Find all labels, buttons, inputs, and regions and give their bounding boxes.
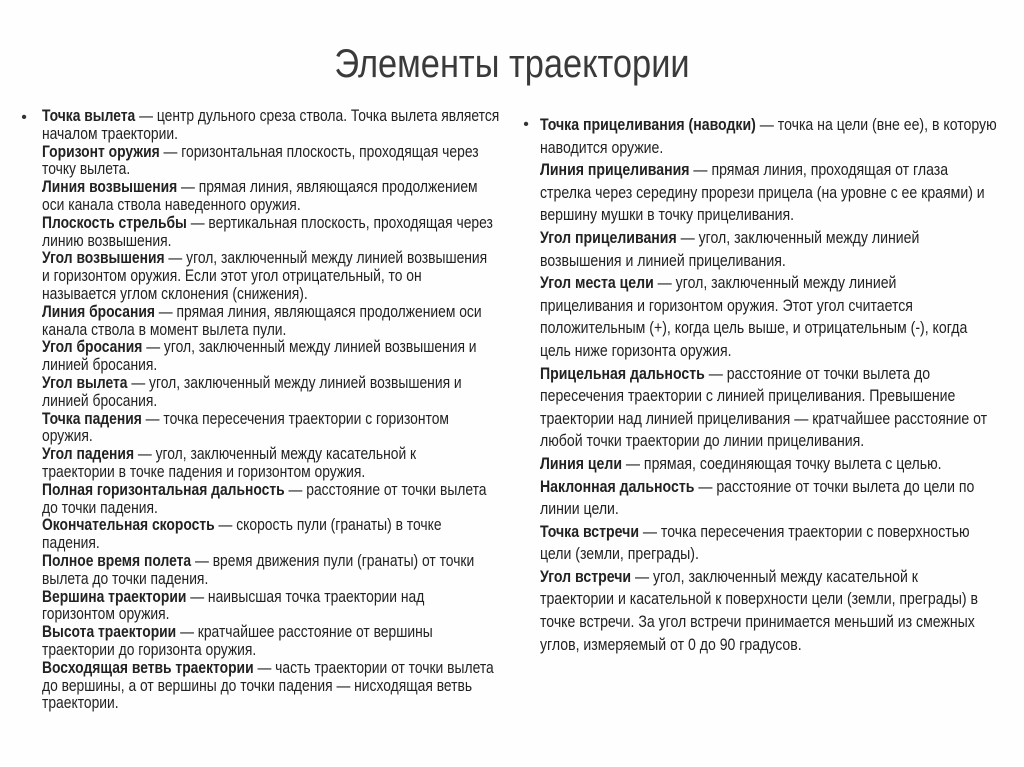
definition-line: точке встречи. За угол встречи принимается меньший из смежных (540, 612, 975, 632)
list-item (18, 250, 533, 303)
list-item (520, 363, 1020, 453)
definition-line: цель ниже горизонта оружия. (540, 340, 732, 360)
definition-line: канала ствола в момент вылета пули. (42, 320, 287, 339)
definition-line: траектории и касательной к поверхности цели (земли, преграды) в (540, 589, 979, 609)
definition-text: — точка пересечения траектории с горизонтом (141, 409, 449, 428)
term: Угол прицеливания (540, 227, 677, 247)
term: Линия цели (540, 453, 623, 473)
list-item (520, 227, 1020, 272)
list-item (18, 411, 533, 447)
definition-line: траектории в точке падения и горизонтом оружия. (42, 462, 366, 481)
list-item (18, 482, 533, 518)
definition-text: — угол, заключенный между линией (676, 227, 920, 247)
definition-line: линией бросания. (42, 391, 158, 410)
list-item (520, 453, 1020, 476)
definition-text: — горизонтальная плоскость, проходящая через (159, 142, 479, 161)
list-item-text (42, 482, 529, 518)
list-item (520, 566, 1020, 656)
definition-line: оси канала ствола наведенного оружия. (42, 195, 301, 214)
term: Угол падения (42, 445, 135, 464)
list-item-text (42, 375, 529, 411)
definition-line: до точки падения. (42, 498, 158, 517)
term: Линия бросания (42, 302, 155, 321)
list-item (520, 272, 1020, 362)
definition-line: точку вылета. (42, 160, 131, 179)
definition-line: траектории. (42, 694, 119, 713)
list-item-text (540, 159, 1024, 227)
term: Угол бросания (42, 338, 143, 357)
list-item-text (42, 517, 529, 553)
definition-text: — кратчайшее расстояние от вершины (176, 623, 433, 642)
term: Точка вылета (42, 107, 136, 125)
term: Угол возвышения (42, 249, 165, 268)
list-item (18, 517, 533, 553)
definition-text: — часть траектории от точки вылета (253, 658, 494, 677)
slide-title: Элементы траектории (334, 42, 690, 86)
definition-text: — расстояние от точки вылета до цели по (694, 476, 975, 496)
term: Прицельная дальность (540, 363, 705, 383)
definition-line: началом траектории. (42, 124, 178, 143)
definition-line: линией бросания. (42, 356, 158, 375)
definition-line: наводится оружие. (540, 137, 664, 157)
definition-text: — точка пересечения траектории с поверхностью (638, 521, 970, 541)
list-item-text (42, 589, 529, 625)
definition-line: углов, измеряемый от 0 до 90 градусов. (540, 634, 802, 654)
term: Линия прицеливания (540, 160, 690, 180)
list-item (18, 339, 533, 375)
definition-line: любой точки траектории до линии прицеливания. (540, 431, 865, 451)
list-item (18, 179, 533, 215)
term: Точка прицеливания (наводки) (540, 115, 756, 134)
list-item-text (540, 453, 1024, 476)
list-item (520, 114, 1020, 159)
list-item-text (42, 215, 529, 251)
definition-text: — угол, заключенный между линией возвышения и (142, 338, 477, 357)
right-definitions-list (520, 114, 1020, 656)
definition-text: — центр дульного среза ствола. Точка вылета является (135, 107, 500, 125)
list-item (18, 304, 533, 340)
definition-text: — время движения пули (гранаты) от точки (191, 551, 475, 570)
definition-text: — скорость пули (гранаты) в точке (214, 516, 442, 535)
list-item (18, 624, 533, 660)
list-item-text (540, 114, 1024, 159)
definition-text: — расстояние от точки вылета (284, 480, 487, 499)
definition-line: цели (земли, преграды). (540, 544, 699, 564)
definition-text: — вертикальная плоскость, проходящая через (186, 213, 493, 232)
term: Угол встречи (540, 566, 632, 586)
list-item-text (42, 108, 529, 144)
list-item (18, 144, 533, 180)
list-item-text (42, 144, 529, 180)
list-item (18, 446, 533, 482)
definition-line: пересечения траектории с линией прицеливания. Превышение (540, 386, 956, 406)
definition-line: прицеливания и горизонтом оружия. Этот угол считается (540, 295, 913, 315)
term: Плоскость стрельбы (42, 213, 187, 232)
left-definitions-list (18, 108, 533, 713)
definition-line: называется углом склонения (снижения). (42, 284, 308, 303)
term: Линия возвышения (42, 178, 178, 197)
list-item-text (540, 521, 1024, 566)
definition-line: оружия. (42, 427, 93, 446)
definition-text: — угол, заключенный между касательной к (631, 566, 918, 586)
term: Восходящая ветвь траектории (42, 658, 254, 677)
list-item-text (42, 660, 529, 713)
list-item (520, 476, 1020, 521)
list-item-text (42, 446, 529, 482)
list-item-text (540, 566, 1024, 656)
list-item (18, 215, 533, 251)
list-item-text (42, 624, 529, 660)
list-item (18, 375, 533, 411)
definition-text: — прямая линия, являющаяся продолжением (177, 178, 478, 197)
term: Полное время полета (42, 551, 192, 570)
term: Точка встречи (540, 521, 639, 541)
definition-text: — прямая, соединяющая точку вылета с целью. (622, 453, 942, 473)
definition-line: линию возвышения. (42, 231, 172, 250)
definition-text: — угол, заключенный между линией (653, 273, 897, 293)
list-item-text (540, 272, 1024, 362)
term: Высота траектории (42, 623, 177, 642)
bullet-icon: • (523, 116, 529, 133)
list-item-text (42, 179, 529, 215)
list-item (18, 108, 533, 144)
definition-text: — угол, заключенный между линией возвышения (164, 249, 488, 268)
definition-text: — расстояние от точки вылета до (704, 363, 931, 383)
list-item (520, 159, 1020, 227)
term: Угол места цели (540, 273, 654, 293)
definition-line: возвышения и линией прицеливания. (540, 250, 786, 270)
definition-text: — прямая линия, являющаяся продолжением оси (154, 302, 482, 321)
term: Угол вылета (42, 373, 128, 392)
term: Окончательная скорость (42, 516, 215, 535)
term: Наклонная дальность (540, 476, 695, 496)
definition-line: горизонтом оружия. (42, 605, 170, 624)
list-item (18, 660, 533, 713)
list-item-text (540, 363, 1024, 453)
list-item-text (540, 227, 1024, 272)
definition-line: до вершины, а от вершины до точки падения — нисходящая ветвь (42, 676, 473, 695)
definition-line: положительным (+), когда цель выше, и отрицательным (-), когда (540, 318, 968, 338)
definition-text: — угол, заключенный между линией возвышения и (127, 373, 462, 392)
list-item (520, 521, 1020, 566)
definition-line: траектории до горизонта оружия. (42, 640, 257, 659)
list-item-text (42, 411, 529, 447)
list-item-text (42, 339, 529, 375)
definition-line: линии цели. (540, 499, 619, 519)
definition-line: вершину мушки в точку прицеливания. (540, 205, 795, 225)
definition-line: траектории над линией прицеливания — кратчайшее расстояние от (540, 408, 988, 428)
bullet-icon: • (21, 109, 27, 126)
term: Горизонт оружия (42, 142, 160, 161)
definition-text: — прямая линия, проходящая от глаза (689, 160, 949, 180)
definition-text: — наивысшая точка траектории над (186, 587, 425, 606)
definition-line: стрелка через середину прорези прицела (на уровне с ее краями) и (540, 182, 985, 202)
term: Полная горизонтальная дальность (42, 480, 285, 499)
term: Точка падения (42, 409, 142, 428)
list-item (18, 553, 533, 589)
definition-line: падения. (42, 534, 100, 553)
list-item-text (42, 553, 529, 589)
list-item-text (42, 304, 529, 340)
definition-text: — точка на цели (вне ее), в которую (755, 115, 997, 134)
list-item-text (42, 250, 529, 303)
definition-line: и горизонтом оружия. Если этот угол отрицательный, то он (42, 267, 422, 286)
term: Вершина траектории (42, 587, 187, 606)
definition-text: — угол, заключенный между касательной к (134, 445, 417, 464)
list-item (18, 589, 533, 625)
definition-line: вылета до точки падения. (42, 569, 209, 588)
list-item-text (540, 476, 1024, 521)
